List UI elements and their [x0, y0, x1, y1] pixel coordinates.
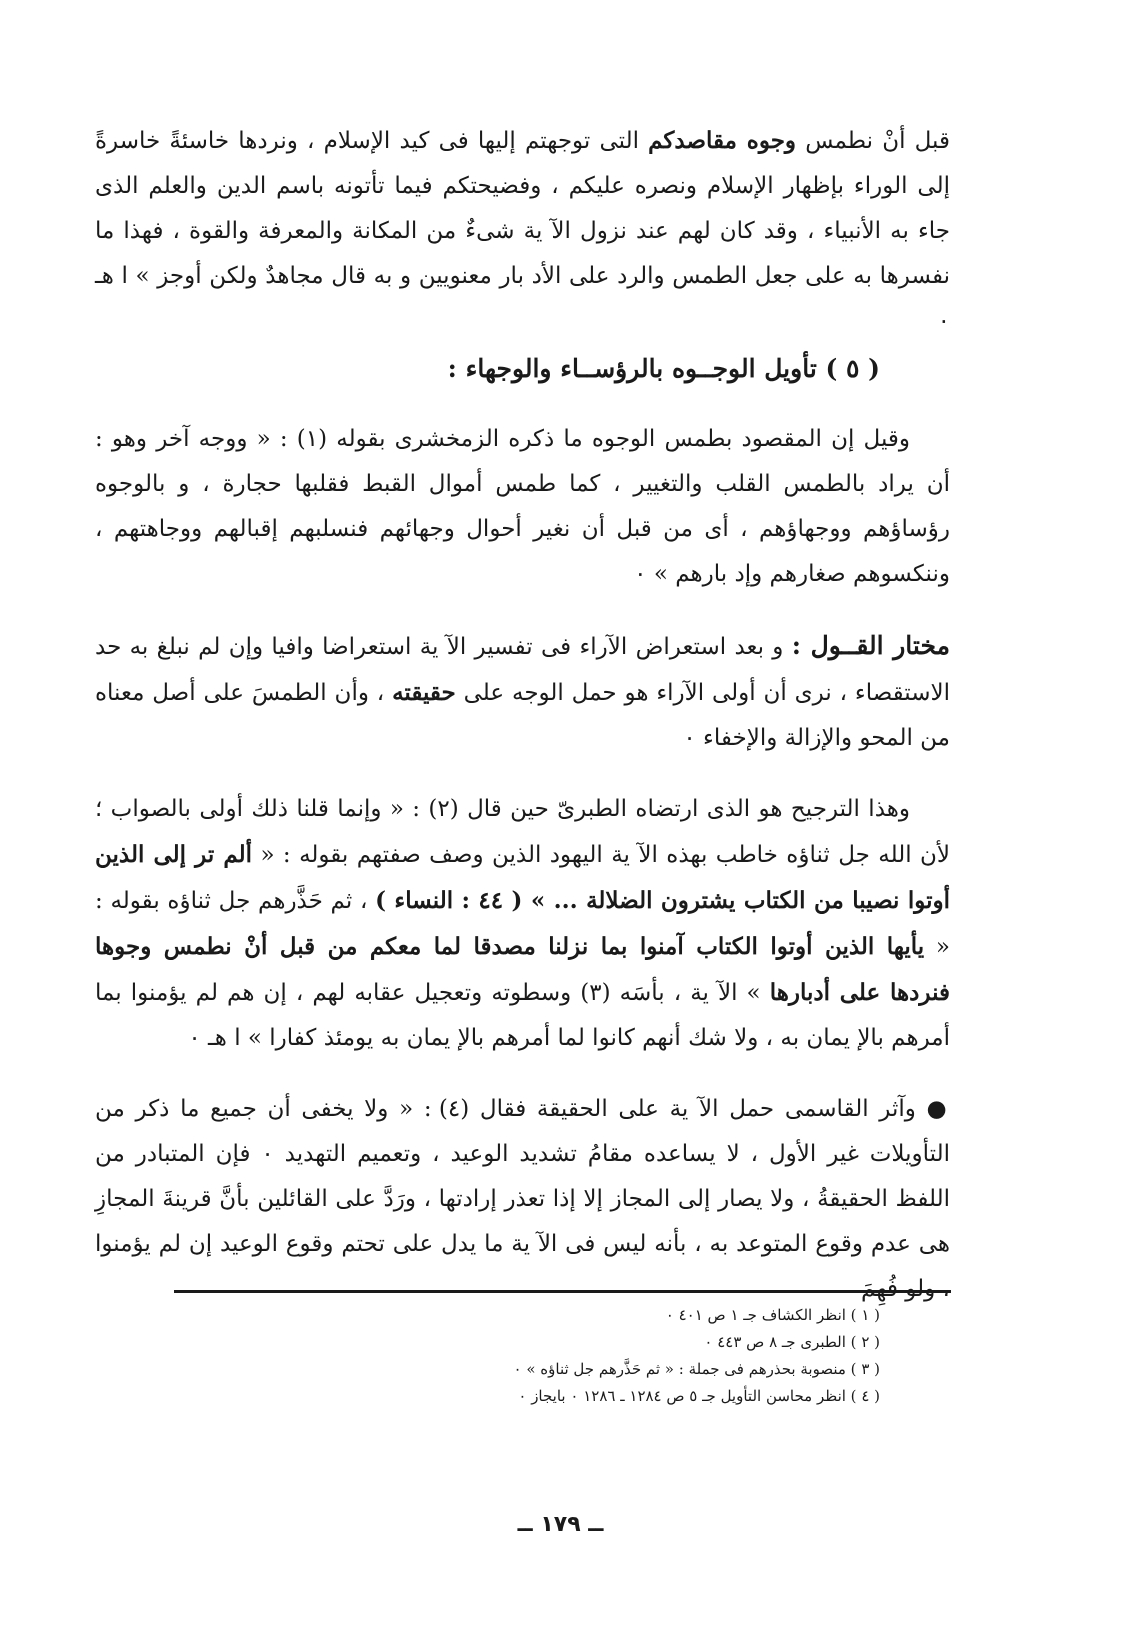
- paragraph-2: وقيل إن المقصود بطمس الوجوه ما ذكره الزمخشرى بقوله (١) : « ووجه آخر وهو : أن يراد بالطمس القلب والتغيير ، كما طمس أموال القبط فقلبها حجارة ، و بالوجوه رؤساؤهم ووجهاؤهم ، أى من قبل أن نغير أحوال وجهائهم فنسلبهم إقبالهم ووجاهتهم ، وننكسوهم صغارهم وإد بارهم » ٠: [95, 426, 950, 587]
- text: وهذا الترجيح هو الذى ارتضاه الطبرىّ حين قال (٢) : « وإنما قلنا ذلك أولى بالصواب ؛ لأن الله جل ثناؤه خاطب بهذه الآ ية اليهود الذين وصف صفتهم بقوله : «: [95, 796, 950, 868]
- paragraph-5: ● وآثر القاسمى حمل الآ ية على الحقيقة فقال (٤) : « ولا يخفى أن جميع ما ذكر من التأويلات غير الأول ، لا يساعده مقامُ تشديد الوعيد ، وتعميم التهديد ٠ فإن المتبادر من اللفظ الحقيقةُ ، ولا يصار إلى المجاز إلا إذا تعذر إرادتها ، ورَدَّ على القائلين بأنَّ قرينةَ المجازِ هى عدم وقوع المتوعد به ، بأنه ليس فى الآ ية ما يدل على تحتم وقوع الوعيد إن لم يؤمنوا ، ولو فُهِمَ: [95, 1096, 950, 1302]
- paragraph-4: [95, 787, 950, 1061]
- footnote-separator: [174, 1290, 951, 1293]
- footnotes: [420, 1302, 880, 1410]
- bold-phrase: مختار القــول :: [791, 631, 950, 660]
- text: و بعد استعراض الآراء فى تفسير الآ ية استعراضا وافيا وإن لم نبلغ به حد الاستقصاء ، نرى أن أولى الآراء هو حمل الوجه على: [95, 634, 950, 706]
- page-body: [95, 118, 950, 1312]
- bold-phrase: وجوه مقاصدكم: [648, 127, 797, 154]
- quran-quote: يأيها الذين أوتوا الكتاب آمنوا بما نزلنا مصدقا لما معكم من قبل أنْ نطمس وجوها فنردها على أدبارها: [95, 933, 951, 1006]
- bold-phrase: حقيقته: [392, 679, 456, 706]
- footnote-4: ( ٤ ) انظر محاسن التأويل جـ ٥ ص ١٢٨٤ ـ ١٢٨٦ ٠ بايجاز ٠: [518, 1387, 880, 1405]
- paragraph-1: [95, 118, 950, 344]
- footnote-1: ( ١ ) انظر الكشاف جـ ١ ص ٤٠١ ٠: [665, 1306, 880, 1324]
- quran-quote: ألم تر إلى الذين أوتوا نصيبا من الكتاب يشترون الضلالة ... » ( ٤٤ : النساء ): [95, 841, 951, 914]
- text: ، ثم حَذَّرهم جل ثناؤه بقوله : «: [95, 888, 950, 960]
- text: التى توجهتم إليها فى كيد الإسلام ، ونردها خاسئةً خاسرةً إلى الوراء بإظهار الإسلام ونصره عليكم ، وفضيحتكم فيما تأتونه باسم الدين والعلم الذى جاء به الأنبياء ، وقد كان لهم عند نزول الآ ية شىءٌ من المكانة والمعرفة والقوة ، فهذا ما نفسرها به على جعل الطمس والرد على الأد بار معنويين و به قال مجاهدٌ ولكن أوجز » ا هـ ٠: [95, 128, 950, 334]
- text: » الآ ية ، بأسَه (٣) وسطوته وتعجيل عقابه لهم ، إن هم لم يؤمنوا بما أمرهم بالإ يمان به ، ولا شك أنهم كانوا لما أمرهم بالإ يمان به يومئذ كفارا » ا هـ ٠: [95, 980, 950, 1051]
- text: قبل أنْ نطمس: [796, 128, 950, 154]
- footnote-2: ( ٢ ) الطبرى جـ ٨ ص ٤٤٣ ٠: [704, 1333, 880, 1351]
- page-number: ــ ١٧٩ ــ: [517, 1512, 604, 1537]
- section-heading: ( ٥ ) تأويل الوجــوه بالرؤســاء والوجهاء :: [447, 354, 880, 383]
- text: ، وأن الطمسَ على أصل معناه من المحو والإزالة والإخفاء ٠: [95, 680, 950, 751]
- footnote-3: ( ٣ ) منصوبة بحذرهم فى جملة : « ثم حَذَّرهم جل ثناؤه » ٠: [513, 1360, 880, 1378]
- paragraph-3: [95, 623, 950, 761]
